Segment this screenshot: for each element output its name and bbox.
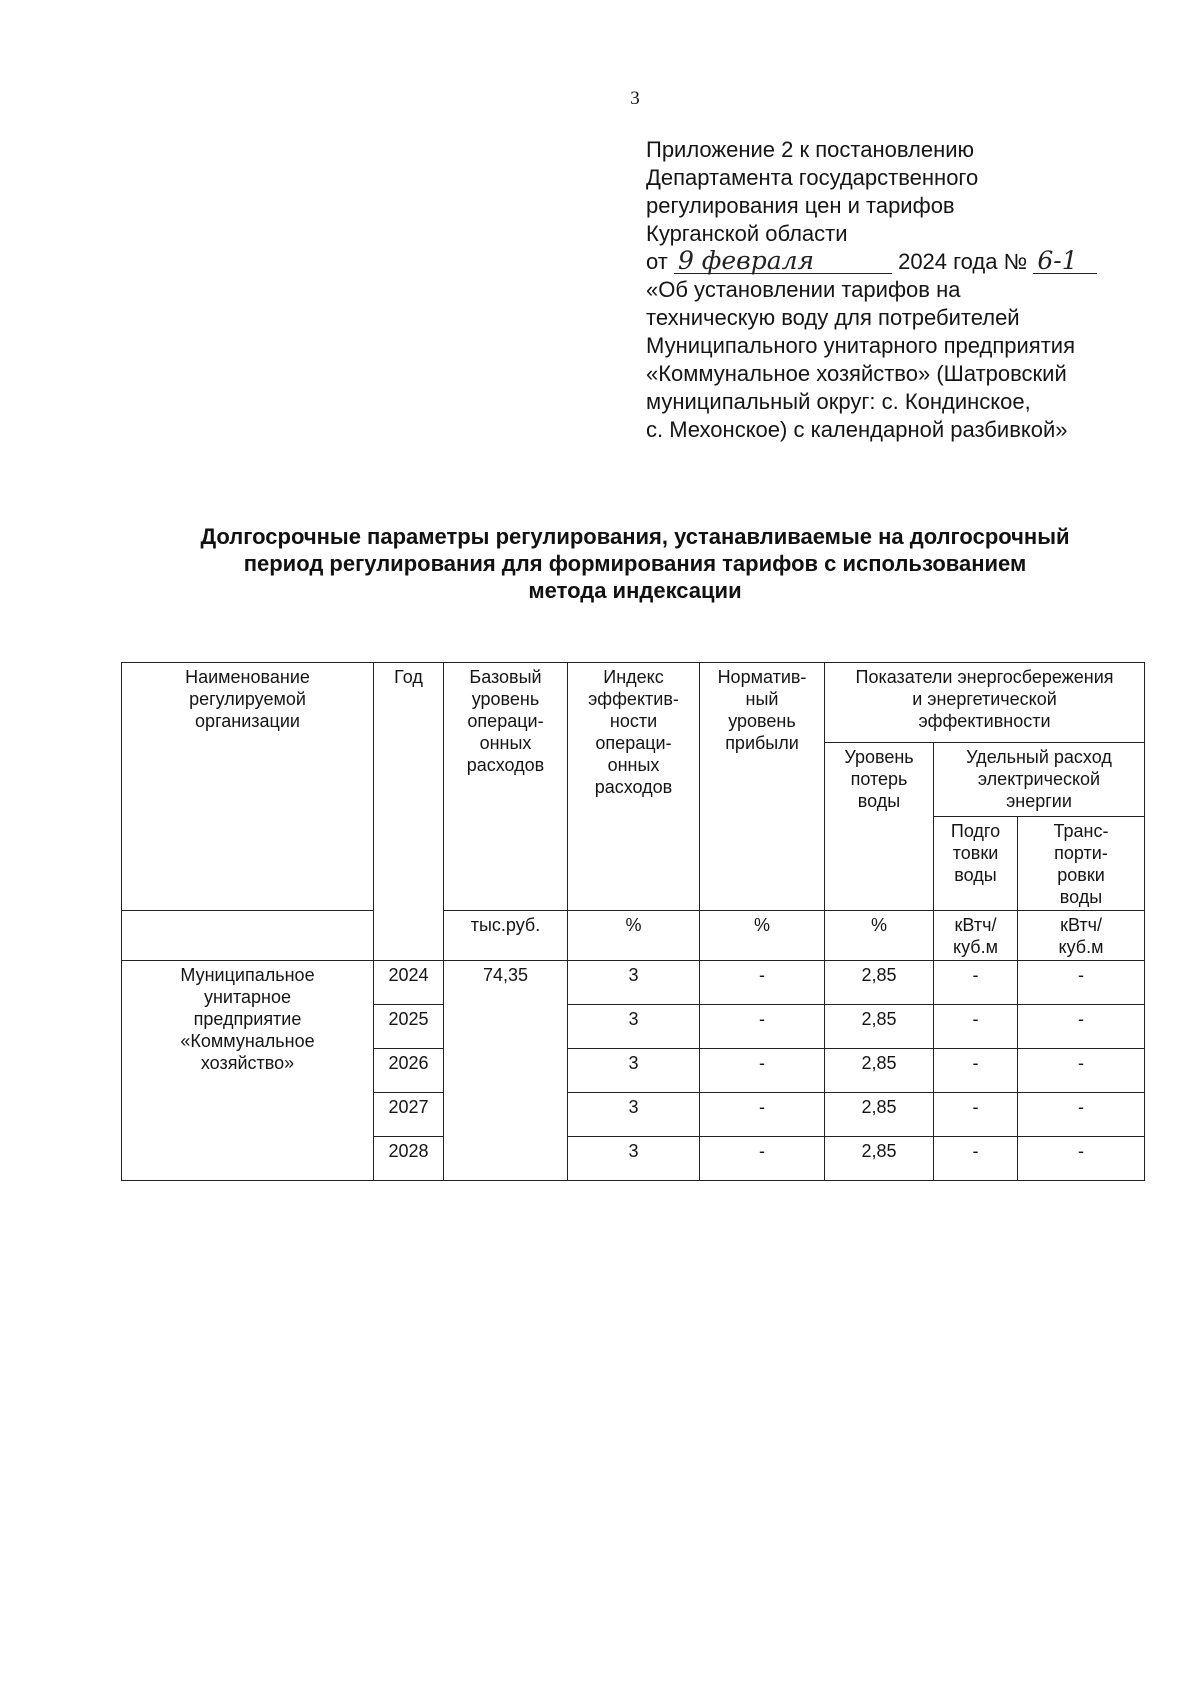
cell-losses: 2,85 (825, 1049, 934, 1093)
cell-year: 2027 (374, 1093, 444, 1137)
parameters-table (121, 662, 1145, 1181)
cell-index: 3 (568, 1093, 700, 1137)
unit-empty (122, 911, 374, 961)
cell-profit: - (700, 1093, 825, 1137)
cell-year: 2026 (374, 1049, 444, 1093)
header-power-group: Удельный расход электрической энергии (934, 743, 1145, 817)
cell-index: 3 (568, 1049, 700, 1093)
cell-base-costs: 74,35 (444, 961, 568, 1181)
cell-losses: 2,85 (825, 1137, 934, 1181)
header-base-costs: Базовый уровень операци- онных расходов (444, 663, 568, 911)
cell-treatment: - (934, 1049, 1018, 1093)
cell-profit: - (700, 1137, 825, 1181)
year-text: 2024 года № (898, 249, 1028, 274)
cell-index: 3 (568, 1005, 700, 1049)
header-efficiency-index: Индекс эффектив- ности операци- онных расходов (568, 663, 700, 911)
cell-transport: - (1018, 1093, 1145, 1137)
cell-transport: - (1018, 1049, 1145, 1093)
cell-index: 3 (568, 961, 700, 1005)
header-organization: Наименование регулируемой организации (122, 663, 374, 911)
handwritten-date: 9 февраля (674, 249, 892, 274)
annex-block (646, 136, 1166, 444)
header-water-losses: Уровень потерь воды (825, 743, 934, 911)
cell-profit: - (700, 1005, 825, 1049)
cell-treatment: - (934, 1137, 1018, 1181)
organization-name: Муниципальное унитарное предприятие «Коммунальное хозяйство» (122, 961, 374, 1181)
cell-transport: - (1018, 1005, 1145, 1049)
annex-subject-line: с. Мехонское) с календарной разбивкой» (646, 417, 1068, 442)
cell-treatment: - (934, 1005, 1018, 1049)
annex-line: регулирования цен и тарифов (646, 193, 955, 218)
cell-transport: - (1018, 1137, 1145, 1181)
annex-line: Департамента государственного (646, 165, 979, 190)
cell-year: 2028 (374, 1137, 444, 1181)
cell-losses: 2,85 (825, 1005, 934, 1049)
page-number: 3 (630, 88, 640, 109)
unit-base-costs: тыс.руб. (444, 911, 568, 961)
unit-profit-norm: % (700, 911, 825, 961)
cell-profit: - (700, 961, 825, 1005)
cell-treatment: - (934, 1093, 1018, 1137)
cell-treatment: - (934, 961, 1018, 1005)
table-row (122, 961, 1145, 1005)
title-line: Долгосрочные параметры регулирования, устанавливаемые на долгосрочный (200, 524, 1070, 549)
annex-subject-line: «Об установлении тарифов на (646, 277, 961, 302)
annex-line: Приложение 2 к постановлению (646, 137, 975, 162)
cell-losses: 2,85 (825, 1093, 934, 1137)
title-line: период регулирования для формирования тарифов с использованием (243, 551, 1027, 576)
annex-subject-line: техническую воду для потребителей (646, 305, 1020, 330)
annex-subject-line: «Коммунальное хозяйство» (Шатровский (646, 361, 1067, 386)
annex-line: Курганской области (646, 221, 848, 246)
title-line: метода индексации (528, 578, 742, 603)
handwritten-number: 6-1 (1033, 249, 1097, 274)
cell-transport: - (1018, 961, 1145, 1005)
unit-power-treatment: кВтч/ куб.м (934, 911, 1018, 961)
annex-subject-line: муниципальный округ: с. Кондинское, (646, 389, 1031, 414)
cell-year: 2025 (374, 1005, 444, 1049)
cell-losses: 2,85 (825, 961, 934, 1005)
unit-power-transport: кВтч/ куб.м (1018, 911, 1145, 961)
header-year: Год (374, 663, 444, 961)
cell-year: 2024 (374, 961, 444, 1005)
cell-profit: - (700, 1049, 825, 1093)
header-power-transport: Транс- порти- ровки воды (1018, 817, 1145, 911)
document-title (120, 523, 1150, 604)
unit-water-losses: % (825, 911, 934, 961)
date-prefix: от (646, 249, 668, 274)
annex-date-line (646, 248, 1166, 276)
annex-subject-line: Муниципального унитарного предприятия (646, 333, 1075, 358)
header-profit-norm: Норматив- ный уровень прибыли (700, 663, 825, 911)
unit-efficiency-index: % (568, 911, 700, 961)
header-energy-group: Показатели энергосбережения и энергетической эффективности (825, 663, 1145, 743)
header-power-treatment: Подго товки воды (934, 817, 1018, 911)
cell-index: 3 (568, 1137, 700, 1181)
